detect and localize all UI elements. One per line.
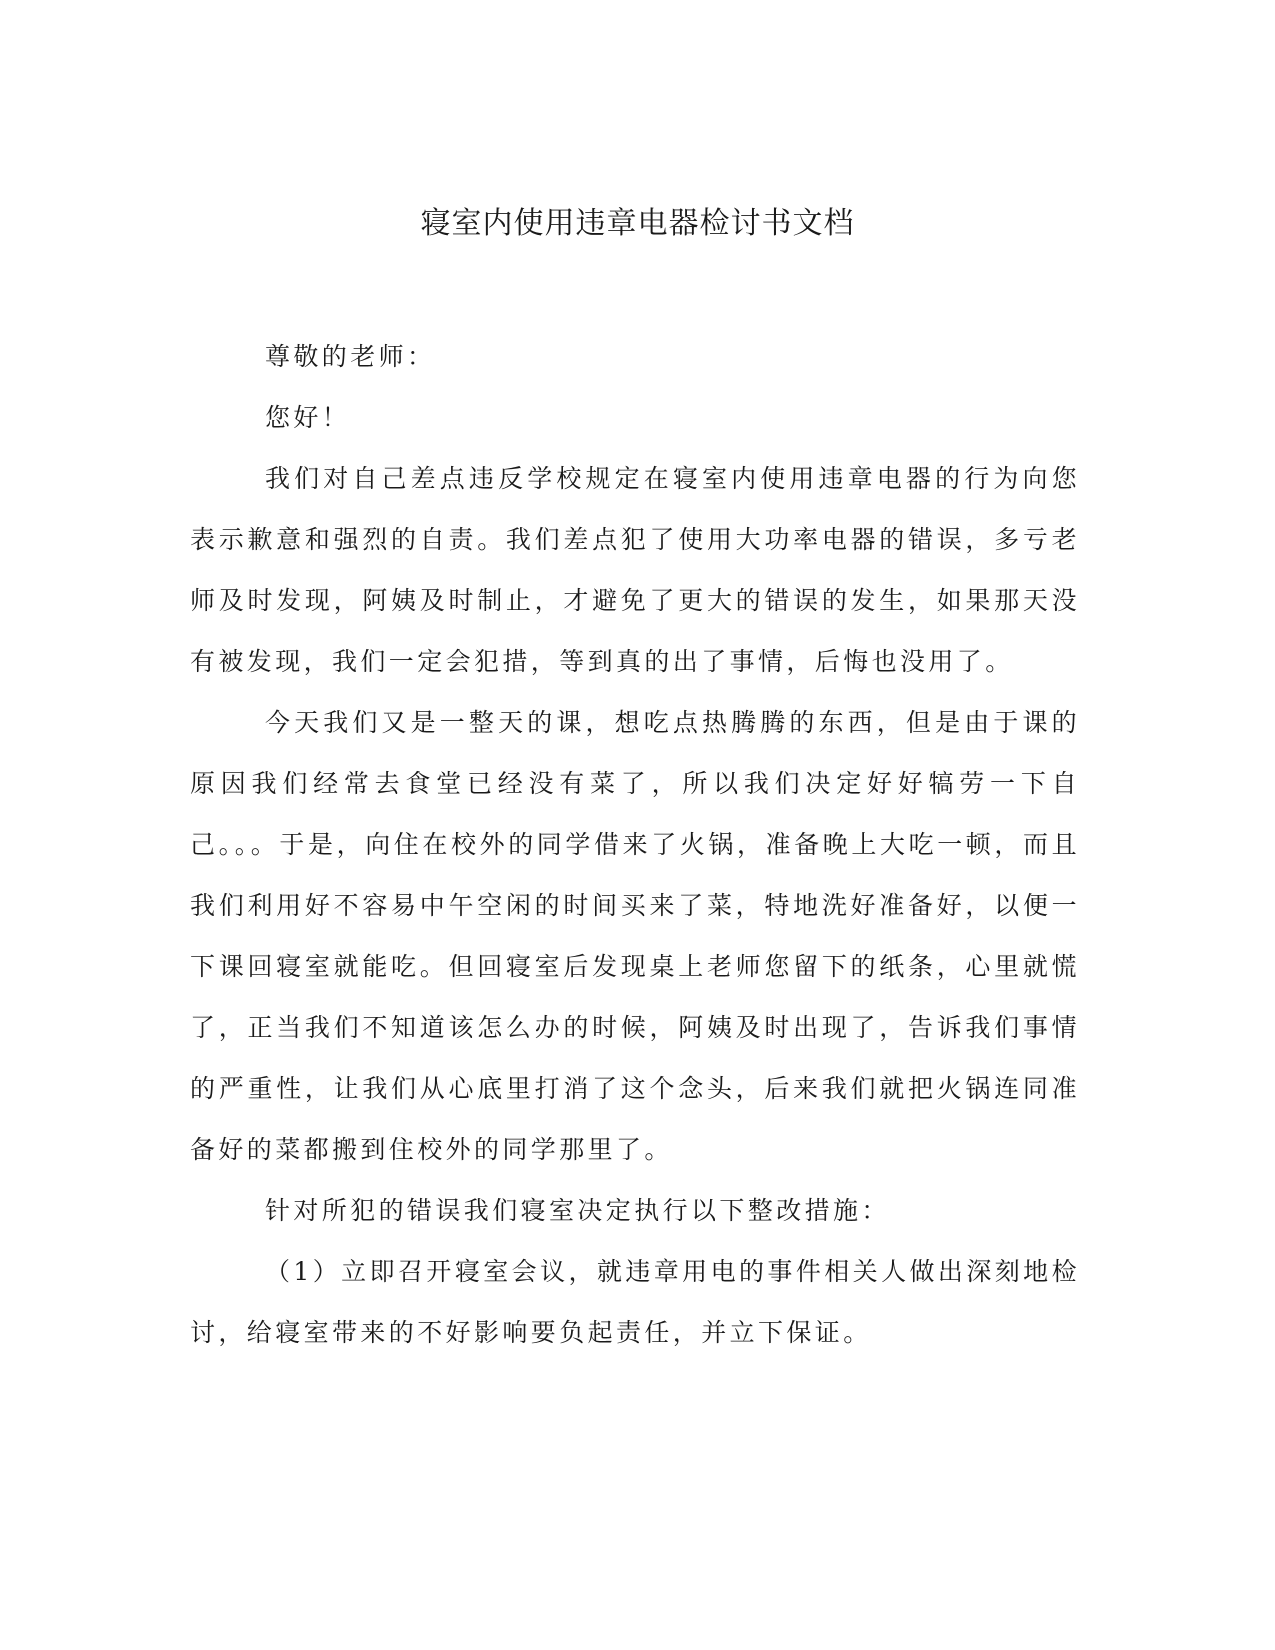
document-title: 寝室内使用违章电器检讨书文档: [420, 206, 855, 241]
paragraph-measure-1: （1）立即召开寝室会议，就违章用电的事件相关人做出深刻地检讨，给寝室带来的不好影响要负起责任，并立下保证。: [190, 1257, 1080, 1347]
paragraph-incident: 今天我们又是一整天的课，想吃点热腾腾的东西，但是由于课的原因我们经常去食堂已经没有菜了，所以我们决定好好犒劳一下自己。。。于是，向住在校外的同学借来了火锅，准备晚上大吃一顿，而且我们利用好不容易中午空闲的时间买来了菜，特地洗好准备好，以便一下课回寝室就能吃。但回寝室后发现桌上老师您留下的纸条，心里就慌了，正当我们不知道该怎么办的时候，阿姨及时出现了，告诉我们事情的严重性，让我们从心底里打消了这个念头，后来我们就把火锅连同准备好的菜都搬到住校外的同学那里了。: [190, 708, 1080, 1164]
greeting: 您好！: [265, 403, 351, 432]
paragraph-apology: 我们对自己差点违反学校规定在寝室内使用违章电器的行为向您表示歉意和强烈的自责。我们差点犯了使用大功率电器的错误，多亏老师及时发现，阿姨及时制止，才避免了更大的错误的发生，如果那天没有被发现，我们一定会犯措，等到真的出了事情，后悔也没用了。: [190, 464, 1080, 676]
document-body: [190, 326, 1080, 1363]
paragraph-measures-intro: 针对所犯的错误我们寝室决定执行以下整改措施：: [265, 1196, 890, 1225]
salutation: 尊敬的老师：: [265, 342, 436, 371]
